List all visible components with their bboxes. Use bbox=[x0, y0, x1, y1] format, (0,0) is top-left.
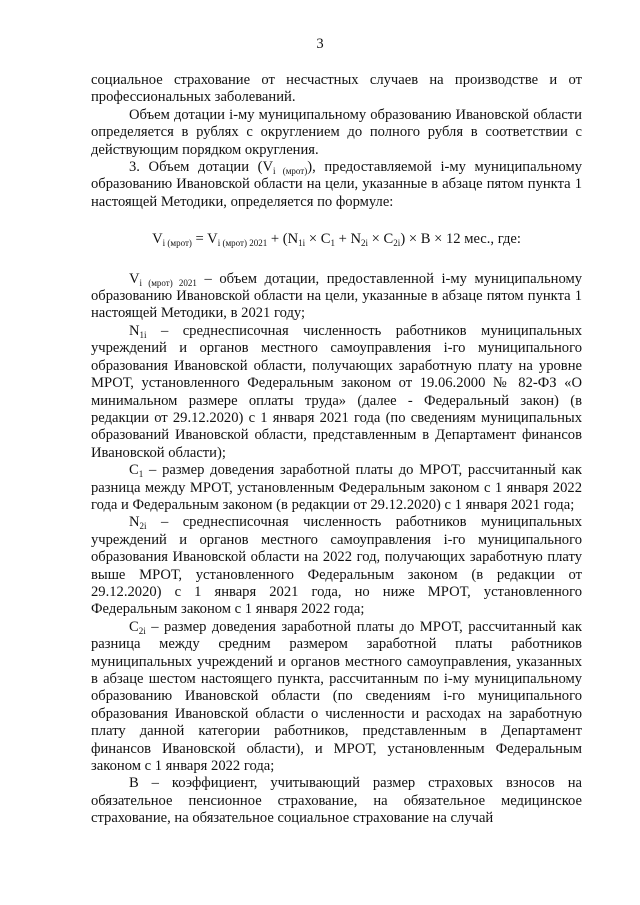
def-text: – объем дотации, предоставленной i-му муниципальному образованию Ивановской области на цели, указанные в абзаце пятом пункта 1 настоящей Методики, в 2021 году; bbox=[91, 270, 582, 322]
def-subscript: i (мрот) 2021 bbox=[139, 277, 197, 288]
def-subscript: 2i bbox=[139, 521, 147, 532]
definition-n2i bbox=[91, 514, 582, 618]
def-text: – размер доведения заработной платы до МРОТ, рассчитанный как разница между МРОТ, установленным Федеральным законом с 1 января 2022 года и Федеральным законом (в редакции от 29.12.2020) с 1 января 2021 года; bbox=[91, 462, 582, 513]
item-3-start: 3. Объем дотации (V bbox=[129, 159, 274, 176]
definition-n1i bbox=[91, 323, 582, 462]
page-number: 3 bbox=[316, 36, 324, 52]
item-3-subscript: i (мрот) bbox=[273, 166, 308, 177]
paragraph-rounding: Объем дотации i-му муниципальному образованию Ивановской области определяется в рублях с округлением до полного рубля в соответствии с действующим порядком округления. bbox=[91, 106, 582, 158]
def-symbol: C bbox=[129, 618, 139, 635]
formula bbox=[91, 231, 582, 248]
definition-b: B – коэффициент, учитывающий размер страховых взносов на обязательное пенсионное страхование, на обязательное медицинское страхование, на обязательное социальное страхование на случай bbox=[91, 775, 582, 827]
formula-v: V bbox=[152, 231, 163, 248]
formula-n1-sub: 1i bbox=[298, 238, 306, 249]
def-symbol: N bbox=[129, 322, 140, 339]
def-subscript: 1i bbox=[139, 329, 147, 340]
def-symbol: N bbox=[129, 514, 140, 531]
formula-plus-n1: + (N bbox=[267, 231, 299, 248]
formula-n2-sub: 2i bbox=[361, 238, 369, 249]
definition-c1 bbox=[91, 462, 582, 514]
formula-times-c1: × C bbox=[305, 231, 331, 248]
body-text bbox=[91, 72, 582, 828]
def-text: – среднесписочная численность работников муниципальных учреждений и органов местного самоуправления i-го муниципального образования Ивановской области, получающих заработную плату на уровне МРОТ, установленного Федеральным законом от 19.06.2000 № 82-ФЗ «О минимальном размере оплаты труда» (далее - Федеральный закон) (в редакции от 29.12.2020) с 1 января 2021 года (по сведениям муниципальных образований Ивановской области, представленным в Департамент финансов Ивановской области); bbox=[91, 322, 582, 461]
item-3-rest: ), предоставляемой i-му муниципальному образованию Ивановской области на цели, указанные в абзаце пятом пункта 1 настоящей Методики, определяется по формуле: bbox=[91, 159, 582, 210]
formula-eq: = V bbox=[191, 231, 218, 248]
def-subscript: 2i bbox=[138, 625, 146, 636]
def-subscript: 1 bbox=[138, 469, 144, 480]
formula-plus-n2: + N bbox=[334, 231, 362, 248]
definition-c2i bbox=[91, 619, 582, 776]
formula-v-sub: i (мрот) bbox=[162, 238, 192, 249]
paragraph-item-3 bbox=[91, 159, 582, 211]
def-text: – размер доведения заработной платы до МРОТ, рассчитанный как разница между средним размером заработной платы работников муниципальных учреждений и органов местного самоуправления, указанных в абзаце шестом настоящего пункта, рассчитанным по i-му муниципальному образованию Ивановской области (по сведениям i-го муниципального образования Ивановской области о численности и расходах на заработную плату данной категории работников, представленным в Департамент финансов Ивановской области), и МРОТ, установленным Федеральным законом с 1 января 2022 года; bbox=[91, 618, 582, 775]
def-text: – среднесписочная численность работников муниципальных учреждений и органов местного самоуправления i-го муниципального образования Ивановской области на 2022 год, получающих заработную плату выше МРОТ, установленного Федеральным законом (в редакции от 29.12.2020) с 1 января 2021 года, но ниже МРОТ, установленного Федеральным законом с 1 января 2022 года; bbox=[91, 514, 582, 618]
def-symbol: C bbox=[129, 462, 139, 479]
definition-v2021 bbox=[91, 271, 582, 323]
formula-c2-sub: 2i bbox=[393, 238, 401, 249]
paragraph-continuation: социальное страхование от несчастных случаев на производстве и от профессиональных заболеваний. bbox=[91, 72, 582, 106]
formula-times-c2: × C bbox=[368, 231, 394, 248]
formula-v2021-sub: i (мрот) 2021 bbox=[217, 238, 268, 249]
formula-tail: ) × B × 12 мес., где: bbox=[400, 231, 521, 248]
formula-c1-sub: 1 bbox=[330, 238, 335, 249]
def-symbol: V bbox=[129, 270, 140, 287]
